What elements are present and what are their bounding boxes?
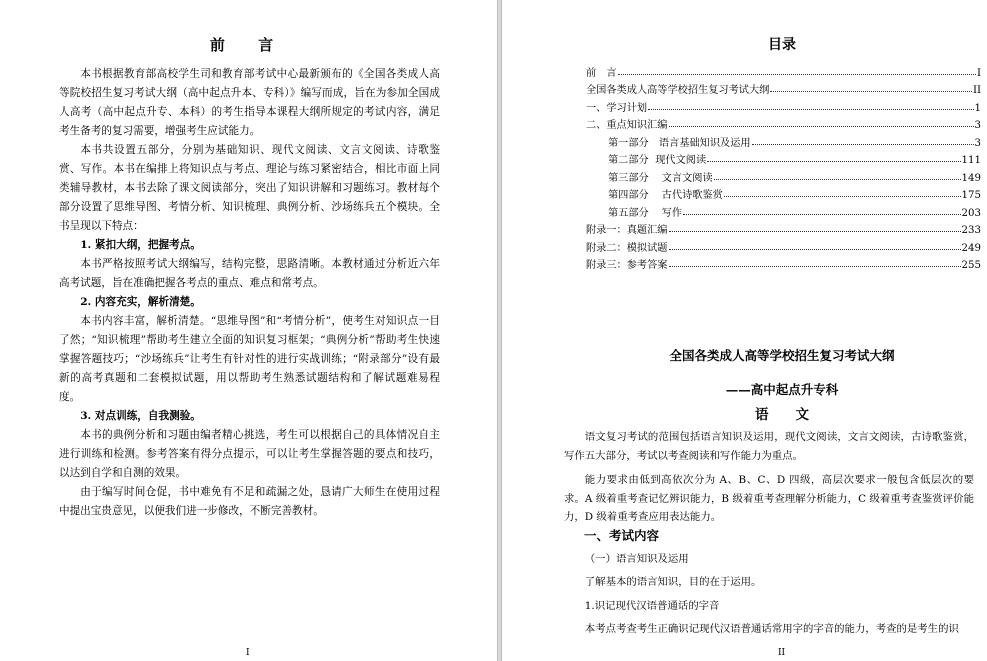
toc-entry-page: 1 — [974, 102, 981, 114]
toc-leader-dots — [669, 231, 961, 232]
preface-paragraph: 由于编写时间仓促，书中难免有不足和疏漏之处，恳请广大师生在使用过程中提出宝贵意见，以便我们进一步修改，不断完善教材。 — [59, 486, 440, 517]
toc-entry[interactable] — [586, 219, 981, 237]
preface-paragraph: 本书根据教育部高校学生司和教育部考试中心最新颁布的《全国各类成人高等院校招生复习考试大纲（高中起点升本、专科）》编写而成，旨在为参加全国成人高考（高中起点升专、本科）的考生指导本课程大纲所规定的考试内容，满足考生备考的复习需要，增强考生应试能力。 — [59, 68, 440, 137]
preface-body — [59, 65, 440, 521]
page-number-left: I — [246, 648, 250, 658]
toc-leader-dots — [707, 161, 960, 162]
table-of-contents — [586, 61, 981, 271]
toc-entry-page: 203 — [961, 207, 981, 219]
toc-entry-page: 3 — [974, 137, 981, 149]
toc-leader-dots — [669, 126, 974, 127]
toc-entry-page: 255 — [961, 260, 981, 271]
toc-leader-dots — [770, 91, 972, 92]
toc-entry-page: 233 — [961, 225, 981, 236]
toc-leader-dots — [683, 214, 960, 215]
toc-entry-label: 附录三：参考答案 — [586, 260, 668, 271]
toc-entry[interactable] — [586, 254, 981, 272]
toc-entry[interactable] — [586, 131, 981, 149]
toc-entry-page: 175 — [961, 190, 981, 201]
toc-entry-page: 249 — [961, 242, 981, 254]
toc-entry[interactable] — [586, 149, 981, 167]
intro-body — [564, 428, 974, 527]
toc-entry-page: I — [976, 67, 981, 79]
toc-entry[interactable] — [586, 114, 981, 132]
document-title: 全国各类成人高等学校招生复习考试大纲 — [669, 348, 895, 363]
preface-paragraph: 本书的典例分析和习题由编者精心挑选，考生可以根据自己的具体情况自主进行训练和检测。参考答案有得分点提示，可以让考生掌握答题的要点和技巧，以达到自学和自测的效果。 — [59, 429, 440, 479]
toc-leader-dots — [752, 144, 974, 145]
content-item-1: 1.识记现代汉语普通话的字音 — [584, 599, 720, 612]
toc-entry-page: II — [972, 85, 981, 96]
subject-title: 语 文 — [755, 407, 809, 423]
toc-entry-page: 111 — [961, 155, 981, 166]
intro-paragraph-1: 语文复习考试的范围包括语言知识及运用，现代文阅读，文言文阅读，古诗歌鉴赏，写作五大部分，考试以考查阅读和写作能力为重点。 — [564, 431, 974, 462]
toc-entry-page: 3 — [974, 120, 981, 131]
page-number-right: II — [778, 648, 786, 658]
toc-entry-label: 全国各类成人高等学校招生复习考试大纲 — [586, 85, 770, 96]
toc-entry[interactable] — [586, 166, 981, 184]
toc-entry-label: 第一部分 语言基础知识及运用 — [608, 137, 751, 149]
toc-entry-label: 第四部分 古代诗歌鉴赏 — [608, 190, 723, 201]
toc-leader-dots — [669, 249, 961, 250]
content-line-2: 本考点考查考生正确识记现代汉语普通话常用字的字音的能力，考查的是考生的识 — [584, 623, 959, 635]
exam-content — [564, 527, 974, 639]
toc-entry-label: 第五部分 写作 — [608, 207, 683, 219]
toc-leader-dots — [714, 179, 961, 180]
preface-paragraph: 本书内容丰富，解析清楚。“思维导图”和“考情分析”，使考生对知识点一目了然；“知识梳理”帮助考生建立全面的知识复习框架；“典例分析”帮助考生快速掌握答题技巧；“沙场练兵”让考生有针对性的进行实战训练；“附录部分”设有最新的高考真题和二套模拟试题，用以帮助考生熟悉试题结构和了解试题难易程度。 — [59, 315, 440, 403]
toc-entry[interactable] — [586, 79, 981, 97]
preface-feature-heading: 3. 对点训练，自我测验。 — [80, 410, 201, 422]
subsection-heading: （一）语言知识及运用 — [584, 552, 689, 565]
toc-entry[interactable] — [586, 61, 981, 79]
toc-leader-dots — [618, 74, 976, 75]
document-subtitle: ——高中起点升专科 — [725, 382, 839, 397]
section-heading: 一、考试内容 — [584, 528, 660, 543]
toc-title: 目录 — [768, 37, 796, 53]
toc-leader-dots — [669, 266, 961, 267]
toc-entry[interactable] — [586, 184, 981, 202]
intro-paragraph-2: 能力要求由低到高依次分为 A、B、C、D 四级，高层次要求一般包含低层次的要求。A 级着重考查记忆辨识能力，B 级着重考查理解分析能力，C 级着重考查鉴赏评价能力，D 级着重考查应用表达能力。 — [564, 474, 974, 523]
page-right — [502, 0, 987, 661]
toc-entry-label: 附录二：模拟试题 — [586, 242, 668, 254]
preface-feature-heading: 2. 内容充实，解析清楚。 — [80, 296, 201, 308]
toc-leader-dots — [648, 109, 973, 110]
toc-entry[interactable] — [586, 96, 981, 114]
toc-entry-label: 第三部分 文言文阅读 — [608, 172, 713, 184]
toc-entry-label: 附录一：真题汇编 — [586, 225, 668, 236]
toc-entry[interactable] — [586, 201, 981, 219]
toc-entry[interactable] — [586, 236, 981, 254]
toc-entry-label: 一、学习计划 — [586, 102, 648, 114]
preface-title: 前 言 — [209, 36, 288, 54]
toc-entry-label: 第二部分 现代文阅读 — [608, 155, 707, 166]
preface-paragraph: 本书共设置五部分，分别为基础知识、现代文阅读、文言文阅读、诗歌鉴赏、写作。本书在编排上将知识点与考点、理论与练习紧密结合，相比市面上同类辅导教材，本书去除了课文阅读部分，突出了知识讲解和习题练习。教材每个部分设置了思维导图、考情分析、知识梳理、典例分析、沙场练兵五个模块。全书呈现以下特点： — [59, 144, 440, 232]
preface-paragraph: 本书严格按照考试大纲编写，结构完整，思路清晰。本教材通过分析近六年高考试题，旨在准确把握各考点的重点、难点和常考点。 — [59, 258, 440, 289]
preface-feature-heading: 1. 紧扣大纲，把握考点。 — [80, 239, 201, 251]
toc-entry-page: 149 — [961, 172, 981, 184]
content-line-1: 了解基本的语言知识，目的在于运用。 — [584, 576, 762, 588]
toc-entry-label: 前 言 — [586, 67, 617, 79]
toc-entry-label: 二、重点知识汇编 — [586, 120, 668, 131]
toc-leader-dots — [724, 196, 961, 197]
